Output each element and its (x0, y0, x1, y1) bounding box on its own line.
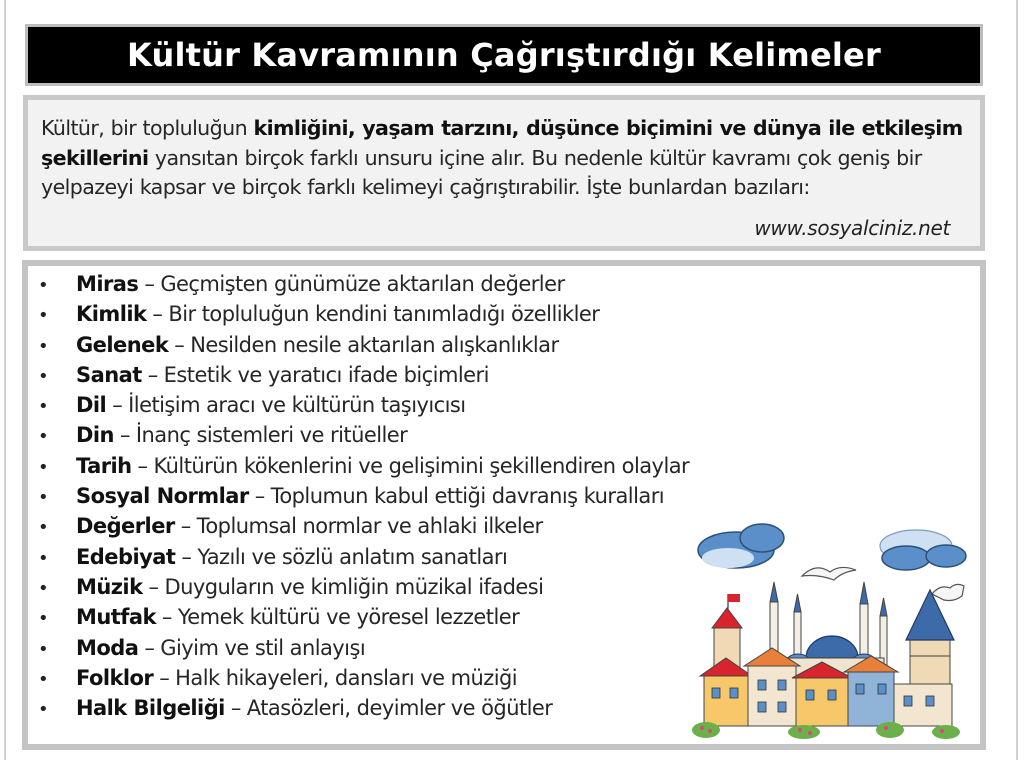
item-term: Sanat (76, 362, 142, 387)
item-dash: – (174, 332, 185, 357)
item-term: Kimlik (76, 302, 147, 327)
bullet-icon: • (38, 517, 49, 539)
item-description: Toplumun kabul ettiği davranış kuralları (270, 484, 665, 509)
item-term: Sosyal Normlar (76, 484, 249, 509)
item-description: Geçmişten günümüze aktarılan değerler (160, 272, 565, 296)
item-description: Nesilden nesile aktarılan alışkanlıklar (190, 332, 559, 357)
bullet-icon: • (38, 305, 49, 327)
item-dash: – (148, 574, 159, 599)
bullet-icon: • (38, 699, 49, 721)
list-item (28, 363, 689, 393)
item-description: Kültürün kökenlerini ve gelişimini şekillendiren olaylar (153, 453, 690, 478)
bullet-icon: • (38, 547, 49, 569)
bullet-icon: • (38, 608, 49, 630)
istanbul-city-illustration (684, 516, 974, 746)
item-term: Halk Bilgeliği (76, 696, 225, 721)
item-dash: – (112, 393, 123, 418)
bullet-icon: • (38, 335, 49, 357)
list-item (28, 272, 689, 302)
intro-text-part1: Kültür, bir topluluğun (41, 116, 254, 140)
item-description: Duyguların ve kimliğin müzikal ifadesi (164, 574, 544, 599)
list-item (28, 484, 689, 514)
list-item (28, 393, 689, 423)
item-dash: – (230, 696, 241, 721)
item-term: Gelenek (76, 332, 169, 357)
cloud-icon (880, 530, 966, 570)
concept-list (28, 272, 689, 726)
bullet-icon: • (38, 487, 49, 509)
item-dash: – (144, 635, 155, 660)
bullet-icon: • (38, 426, 49, 448)
item-term: Folklor (76, 665, 154, 690)
item-dash: – (161, 605, 172, 630)
item-term: Edebiyat (76, 544, 176, 569)
item-term: Değerler (76, 514, 175, 539)
item-term: Müzik (76, 574, 143, 599)
seagull-icon (932, 584, 964, 600)
item-dash: – (137, 453, 148, 478)
intro-text-bold: kimliğini, yaşam tarzını, düşünce biçimini ve dünya ile etkileşim şekillerini (41, 116, 963, 170)
list-item (28, 575, 689, 605)
item-description: Estetik ve yaratıcı ifade biçimleri (163, 362, 489, 387)
concept-list-box (28, 266, 980, 744)
bullet-icon: • (38, 668, 49, 690)
item-description: Yazılı ve sözlü anlatım sanatları (197, 544, 508, 569)
item-dash: – (180, 514, 191, 539)
page-title: Kültür Kavramının Çağrıştırdığı Kelimeler (127, 36, 881, 74)
item-description: Yemek kültürü ve yöresel lezzetler (177, 605, 520, 630)
item-description: Giyim ve stil anlayışı (160, 635, 366, 660)
item-description: Atasözleri, deyimler ve öğütler (246, 696, 553, 721)
item-term: Miras (76, 272, 139, 296)
item-dash: – (152, 302, 163, 327)
list-item (28, 514, 689, 544)
title-banner (28, 27, 980, 83)
item-description: Toplumsal normlar ve ahlaki ilkeler (196, 514, 543, 539)
seagull-icon (802, 567, 856, 580)
list-item (28, 454, 689, 484)
item-term: Din (76, 423, 114, 448)
list-item (28, 302, 689, 332)
bullet-icon: • (38, 456, 49, 478)
list-item (28, 333, 689, 363)
list-item (28, 636, 689, 666)
intro-paragraph (41, 114, 966, 203)
list-item (28, 545, 689, 575)
item-description: İletişim aracı ve kültürün taşıyıcısı (128, 393, 466, 418)
bullet-icon: • (38, 577, 49, 599)
item-description: Halk hikayeleri, dansları ve müziği (175, 665, 518, 690)
item-dash: – (159, 665, 170, 690)
bullet-icon: • (38, 396, 49, 418)
item-description: Bir topluluğun kendini tanımladığı özellikler (168, 302, 600, 327)
bullet-icon: • (38, 638, 49, 660)
bullet-icon: • (38, 275, 49, 296)
item-dash: – (147, 362, 158, 387)
list-item (28, 696, 689, 726)
bullet-icon: • (38, 365, 49, 387)
intro-box (28, 100, 980, 246)
cloud-icon (698, 524, 784, 568)
intro-text-part2: yansıtan birçok farklı unsuru içine alır. Bu nedenle kültür kavramı çok geniş bir yelpazeyi kapsar ve birçok farklı kelimeyi çağrıştırabilir. İşte bunlardan bazıları: (41, 145, 922, 199)
item-dash: – (181, 544, 192, 569)
website-watermark: www.sosyalciniz.net (754, 216, 950, 240)
item-dash: – (144, 272, 155, 296)
item-term: Tarih (76, 453, 132, 478)
item-term: Dil (76, 393, 107, 418)
item-dash: – (254, 484, 265, 509)
list-item (28, 605, 689, 635)
item-description: İnanç sistemleri ve ritüeller (135, 423, 408, 448)
list-item (28, 666, 689, 696)
item-dash: – (119, 423, 130, 448)
item-term: Moda (76, 635, 139, 660)
item-term: Mutfak (76, 605, 156, 630)
list-item (28, 423, 689, 453)
